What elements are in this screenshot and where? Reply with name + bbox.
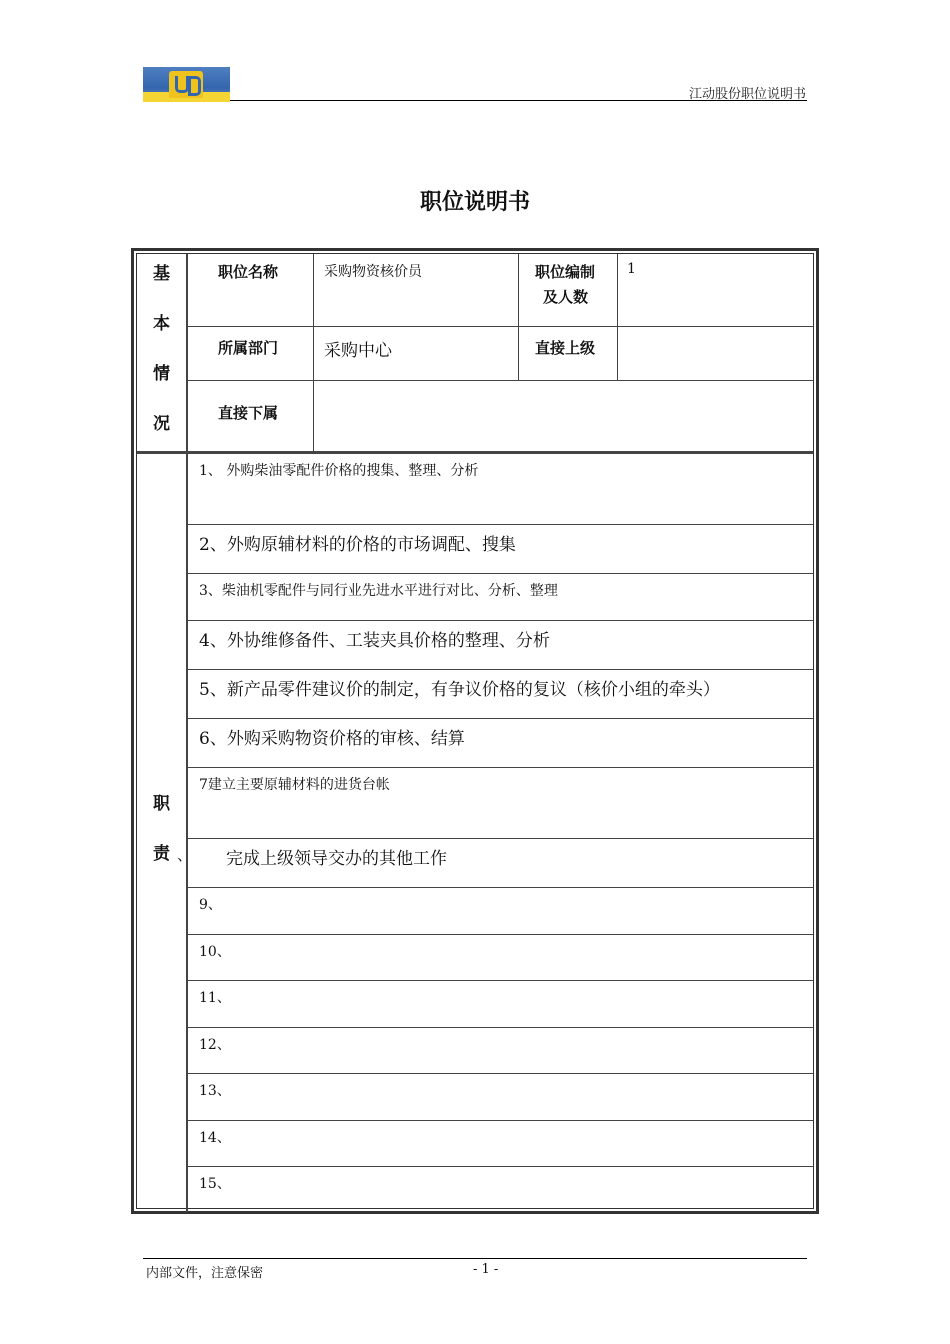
subordinate-label: 直接下属: [218, 404, 279, 422]
header-doc-title: 江动股份职位说明书: [688, 87, 806, 102]
side-label-char: 职: [153, 794, 170, 814]
duty-item: 3、柴油机零配件与同行业先进水平进行对比、分析、整理: [199, 583, 558, 599]
duty-item: 7建立主要原辅材料的进货台帐: [199, 777, 390, 793]
job-description-table: [131, 248, 819, 1214]
page-title: 职位说明书: [419, 190, 530, 215]
supervisor-label: 直接上级: [535, 339, 596, 357]
left-column-divider: [186, 254, 188, 1212]
duty-item: 4、外协维修备件、工装夹具价格的整理、分析: [199, 631, 550, 651]
logo-mark: [169, 71, 203, 98]
duty-row-line: [188, 1027, 813, 1028]
duty-item: 2、外购原辅材料的价格的市场调配、搜集: [199, 535, 516, 555]
side-label-char: 责: [153, 844, 170, 864]
duty-item: 12、: [199, 1037, 231, 1053]
duty-row-line: [188, 718, 813, 719]
basic-row-line: [188, 326, 813, 327]
duty-row-line: [188, 1073, 813, 1074]
footer-rule: [143, 1258, 807, 1259]
duty-row-line: [188, 620, 813, 621]
side-label-char: 本: [153, 314, 170, 334]
duty-item: 1、 外购柴油零配件价格的搜集、整理、分析: [199, 463, 479, 479]
duty-item: 11、: [199, 990, 231, 1006]
duty-item: 6、外购采购物资价格的审核、结算: [199, 729, 465, 749]
basic-col-line: [617, 254, 618, 380]
table-inner: [136, 253, 814, 1209]
position-name-label: 职位名称: [218, 263, 279, 281]
duty-row-line: [188, 669, 813, 670]
duty-item: 完成上级领导交办的其他工作: [226, 849, 447, 869]
side-label-char: 况: [153, 414, 170, 434]
headcount-value: 1: [627, 261, 636, 277]
duty-row-line: [188, 980, 813, 981]
duty-item: 5、新产品零件建议价的制定，有争议价格的复议（核价小组的牵头）: [199, 680, 720, 700]
department-value: 采购中心: [324, 341, 392, 361]
company-logo: [143, 67, 230, 102]
stray-punctuation: 、: [177, 846, 193, 864]
headcount-label-line2: 及人数: [543, 288, 589, 306]
side-label-char: 基: [153, 264, 170, 284]
position-name-value: 采购物资核价员: [324, 264, 422, 280]
headcount-label-line1: 职位编制: [535, 263, 596, 281]
duty-row-line: [188, 573, 813, 574]
duty-item: 14、: [199, 1130, 231, 1146]
duty-row-line: [188, 1166, 813, 1167]
duty-row-line: [188, 767, 813, 768]
page-number: - 1 -: [473, 1262, 499, 1277]
duty-row-line: [188, 1120, 813, 1121]
basic-col-line: [313, 254, 314, 451]
basic-row-line: [188, 380, 813, 381]
department-label: 所属部门: [218, 339, 279, 357]
duty-item: 15、: [199, 1176, 231, 1192]
duty-item: 10、: [199, 944, 231, 960]
duty-item: 13、: [199, 1083, 231, 1099]
duty-row-line: [188, 838, 813, 839]
side-label-char: 情: [153, 364, 170, 384]
duty-row-line: [188, 524, 813, 525]
basic-col-line: [518, 254, 519, 380]
section-divider: [137, 451, 813, 454]
confidential-note: 内部文件，注意保密: [146, 1266, 264, 1281]
header-rule: [230, 100, 807, 101]
duty-row-line: [188, 934, 813, 935]
duty-row-line: [188, 887, 813, 888]
duty-item: 9、: [199, 897, 222, 913]
